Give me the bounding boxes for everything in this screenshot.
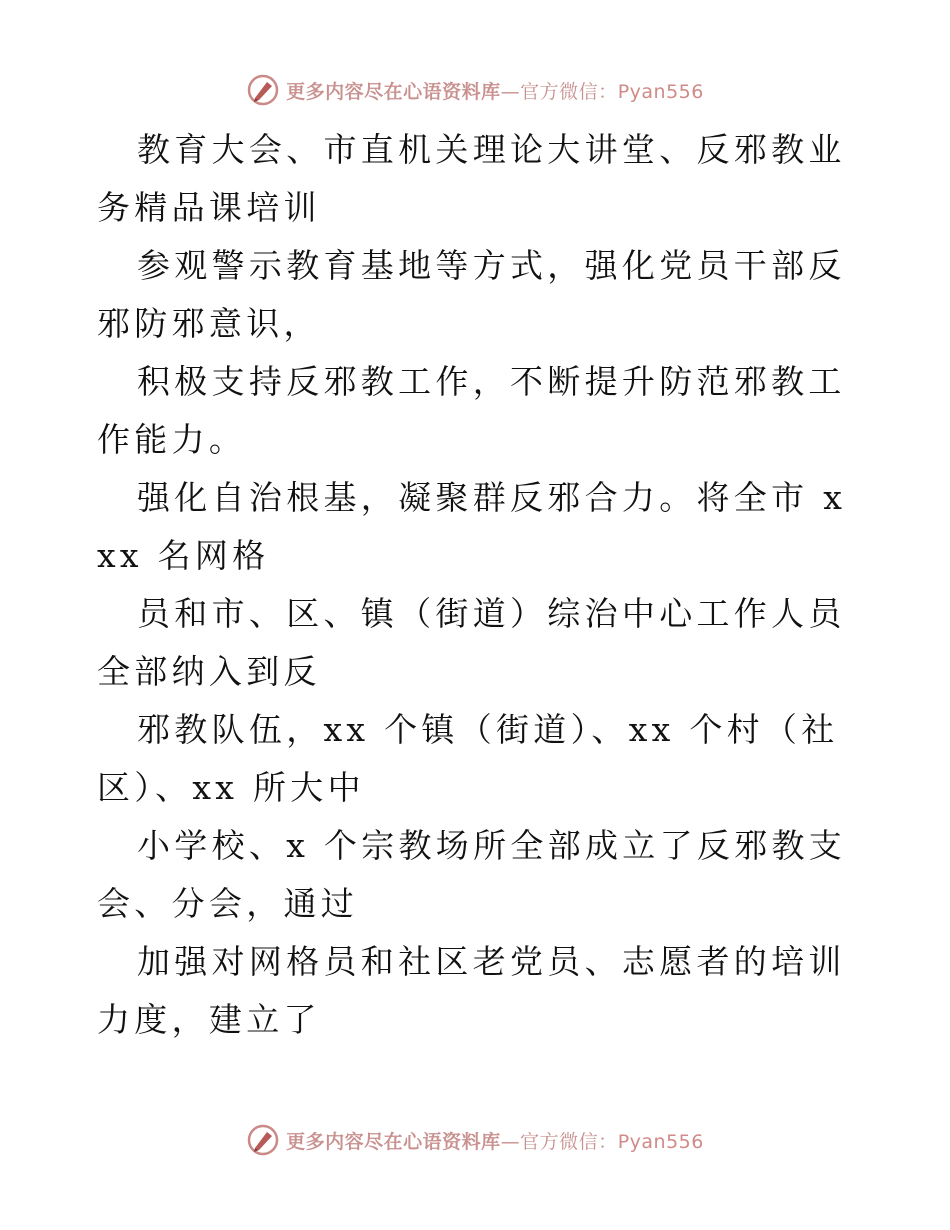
watermark-label: 官方微信： [520,80,618,103]
paragraph: 强化自治根基，凝聚群反邪合力。将全市 xxx 名网格 [97,478,847,575]
paragraph: 邪教队伍，xx 个镇（街道）、xx 个村（社区）、xx 所大中 [97,710,839,807]
paragraph: 员和市、区、镇（街道）综治中心工作人员全部纳入到反 [97,594,846,691]
paragraph: 加强对网格员和社区老党员、志愿者的培训力度，建立了 [97,942,846,1039]
paragraph: 小学校、x 个宗教场所全部成立了反邪教支会、分会，通过 [97,826,847,923]
watermark-site: 更多内容尽在心语资料库 [286,80,501,103]
pen-nib-icon [246,73,280,107]
watermark-separator: — [500,1130,521,1153]
paragraph: 积极支持反邪教工作，不断提升防范邪教工作能力。 [97,362,846,459]
paragraph: 教育大会、市直机关理论大讲堂、反邪教业务精品课培训 [97,130,846,227]
watermark-id: Pyan556 [617,1130,704,1153]
watermark-site: 更多内容尽在心语资料库 [286,1130,501,1153]
paragraph: 参观警示教育基地等方式，强化党员干部反邪防邪意识， [97,246,846,343]
watermark-id: Pyan556 [617,80,704,103]
watermark-label: 官方微信： [520,1130,618,1153]
pen-nib-icon [246,1123,280,1157]
footer-watermark [0,1120,950,1160]
watermark-separator: — [500,80,521,103]
header-watermark [0,70,950,110]
document-body [97,121,867,1049]
